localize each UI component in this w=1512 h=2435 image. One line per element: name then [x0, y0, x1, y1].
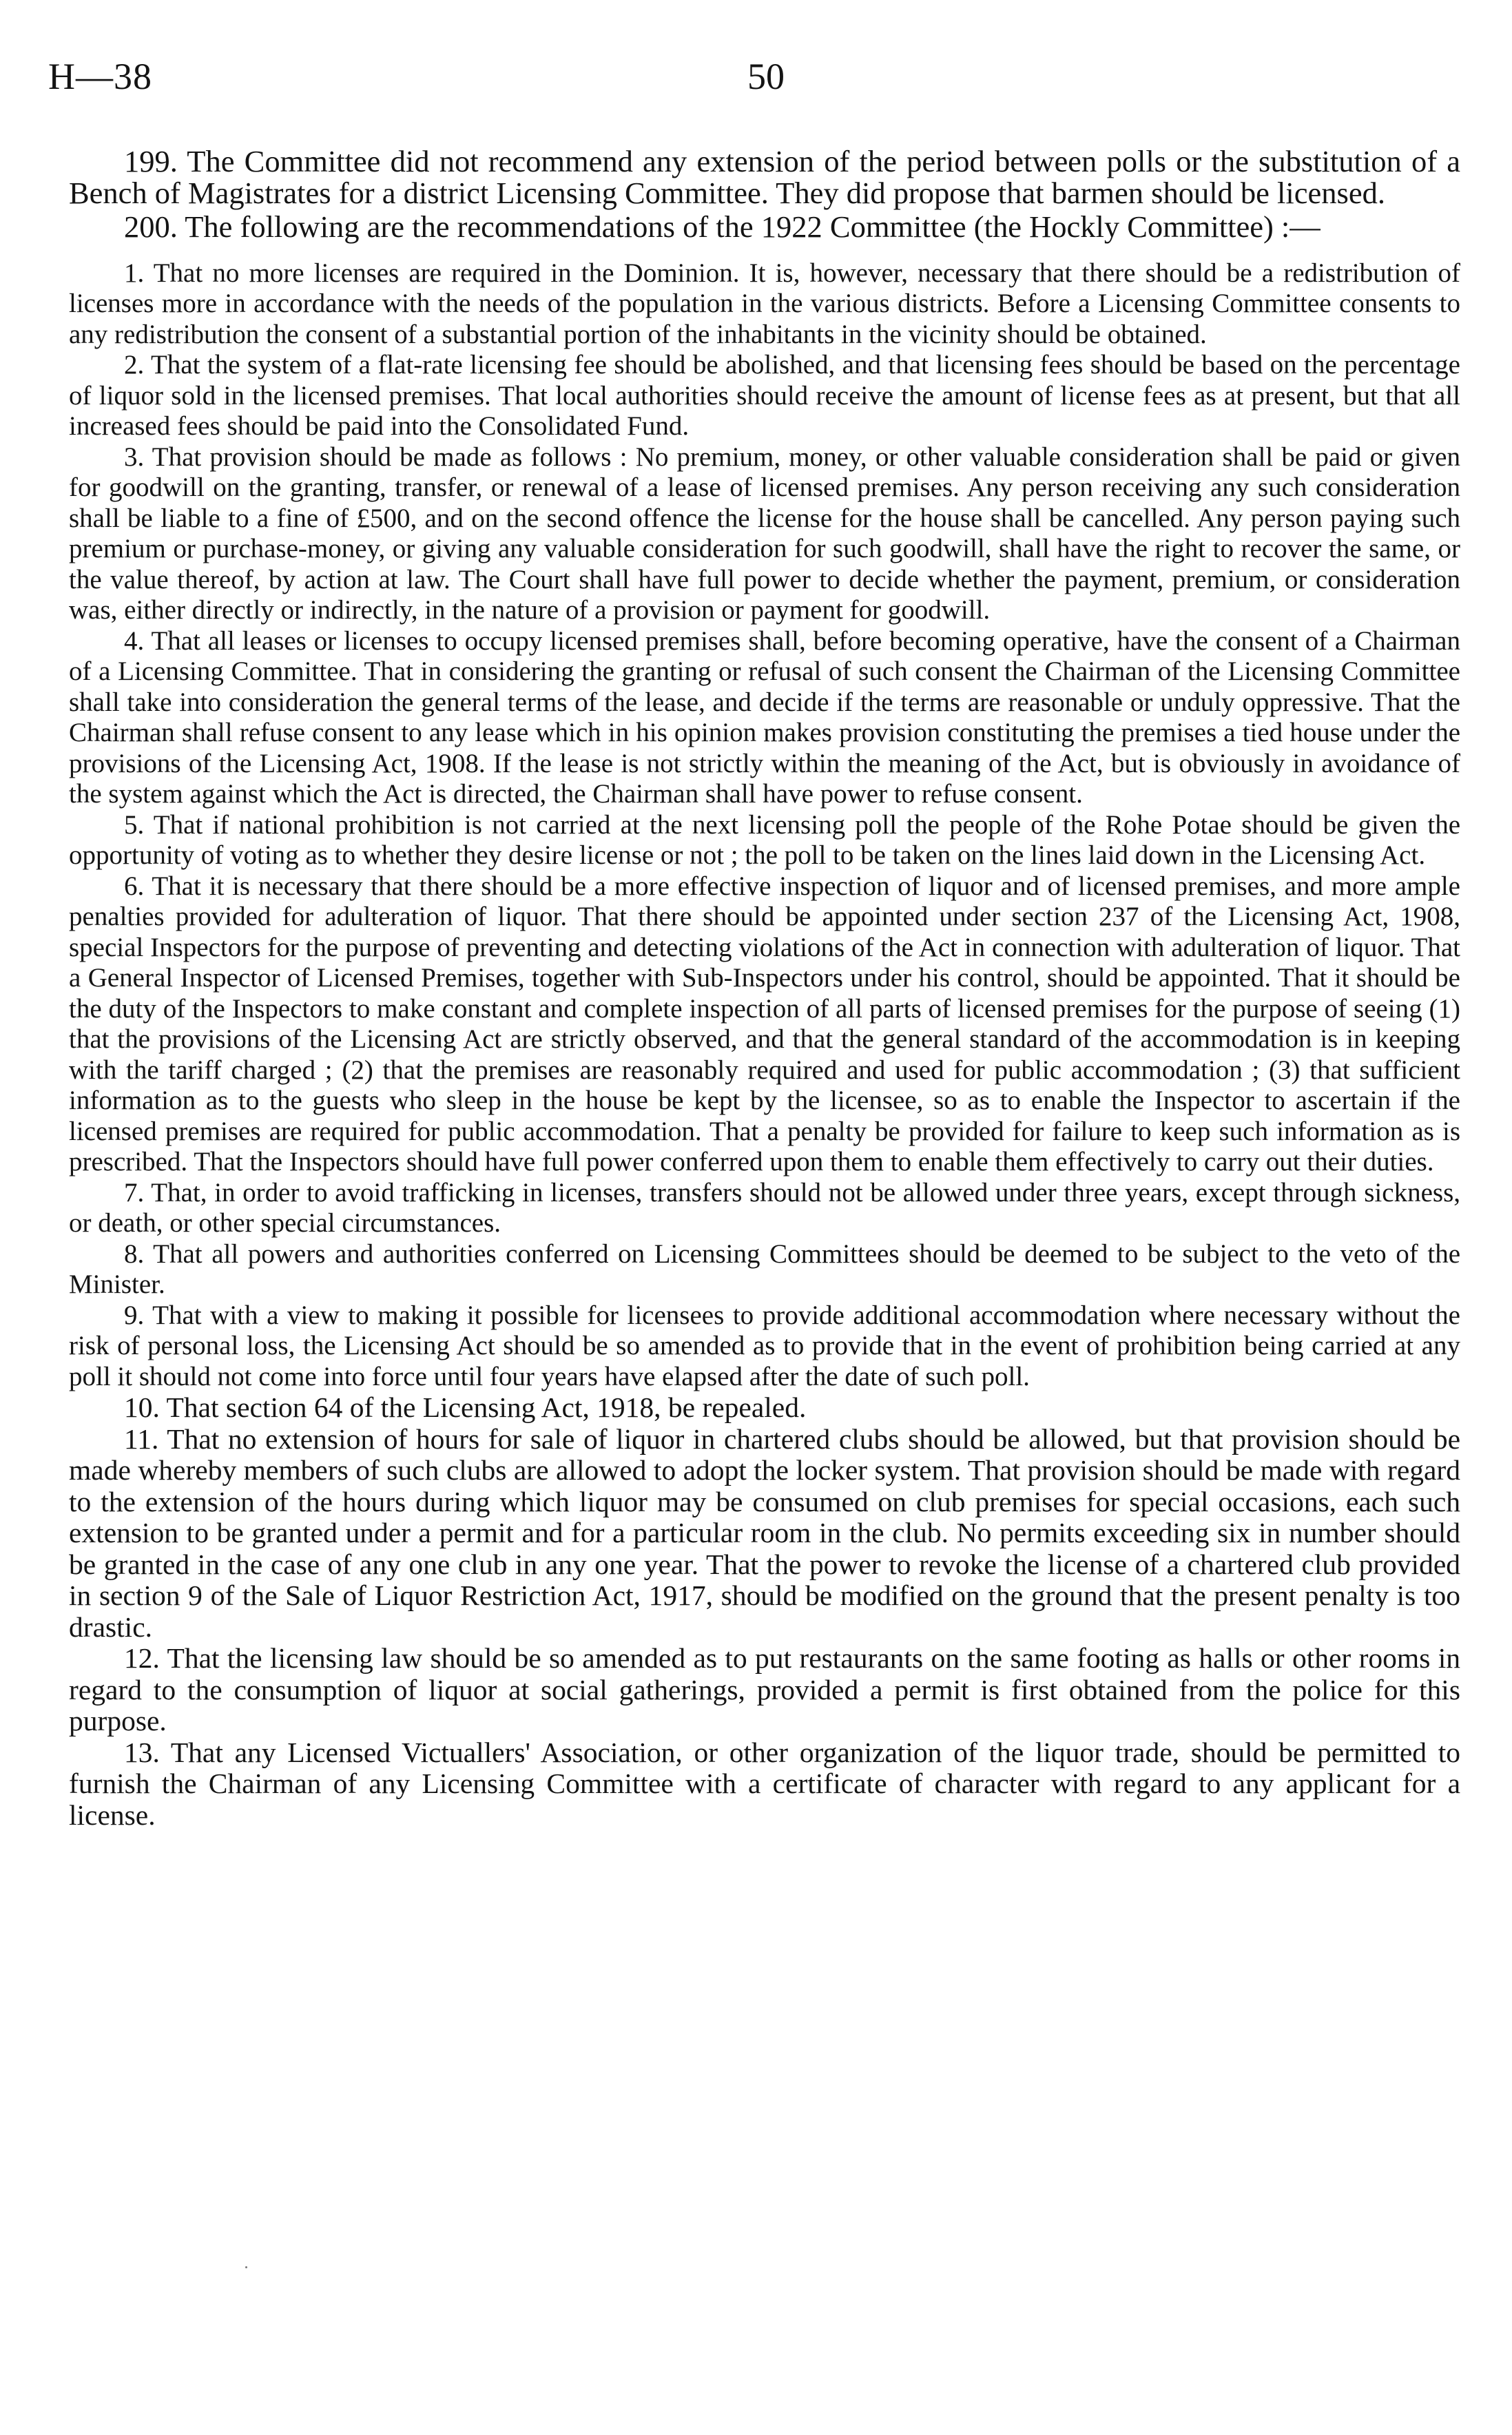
recommendation-7: 7. That, in order to avoid trafficking in licenses, transfers should not be allowed under three years, except through sickness, or death, or other special circumstances.: [69, 1177, 1460, 1238]
recommendation-5: 5. That if national prohibition is not carried at the next licensing poll the people of the Rohe Potae should be given the opportunity of voting as to whether they desire license or not ; the poll to be taken on the lines laid down in the Licensing Act.: [69, 809, 1460, 870]
recommendations-list: [69, 258, 1460, 1832]
recommendation-9: 9. That with a view to making it possible for licensees to provide additional accommodation where necessary without the risk of personal loss, the Licensing Act should be so amended as to provide that in the event of prohibition being carried at any poll it should not come into force until four years have elapsed after the date of such poll.: [69, 1300, 1460, 1391]
recommendation-10: 10. That section 64 of the Licensing Act, 1918, be repealed.: [124, 1391, 807, 1423]
recommendation-1: 1. That no more licenses are required in the Dominion. It is, however, necessary that there should be a redistribution of licenses more in accordance with the needs of the population in the various districts. Before a Licensing Committee consents to any redistribution the consent of a substantial portion of the inhabitants in the vicinity should be obtained.: [69, 258, 1460, 349]
recommendation-6: 6. That it is necessary that there should be a more effective inspection of liquor and of licensed premises, and more ample penalties provided for adulteration of liquor. That there should be appointed under section 237 of the Licensing Act, 1908, special Inspectors for the purpose of preventing and detecting violations of the Act in connection with adulteration of liquor. That a General Inspector of Licensed Premises, together with Sub-Inspectors under his control, should be appointed. That it should be the duty of the Inspectors to make constant and complete inspection of all parts of licensed premises for the purpose of seeing (1) that the provisions of the Licensing Act are strictly observed, and that the general standard of the accommodation is in keeping with the tariff charged ; (2) that the premises are reasonably required and used for public accommodation ; (3) that sufficient information as to the guests who sleep in the house be kept by the licensee, so as to enable the Inspector to ascertain if the licensed premises are required for public accommodation. That a penalty be provided for failure to keep such information as is prescribed. That the Inspectors should have full power conferred upon them to enable them effectively to carry out their duties.: [69, 871, 1460, 1177]
paragraph-200: 200. The following are the recommendations of the 1922 Committee (the Hockly Committee) :—: [124, 209, 1321, 244]
body-text: [69, 146, 1460, 1831]
recommendation-4: 4. That all leases or licenses to occupy licensed premises shall, before becoming operative, have the consent of a Chairman of a Licensing Committee. That in considering the granting or refusal of such consent the Chairman of the Licensing Committee shall take into consideration the general terms of the lease, and decide if the terms are reasonable or unduly oppressive. That the Chairman shall refuse consent to any lease which in his opinion makes provision constituting the premises a tied house under the provisions of the Licensing Act, 1908. If the lease is not strictly within the meaning of the Act, but is obviously in avoidance of the system against which the Act is directed, the Chairman shall have power to refuse consent.: [69, 625, 1460, 809]
recommendation-3: 3. That provision should be made as follows : No premium, money, or other valuable consideration shall be paid or given for goodwill on the granting, transfer, or renewal of a lease of licensed premises. Any person receiving any such consideration shall be liable to a fine of £500, and on the second offence the license for the house shall be cancelled. Any person paying such premium or purchase-money, or giving any valuable consideration for such goodwill, shall have the right to recover the same, or the value thereof, by action at law. The Court shall have full power to decide whether the payment, premium, or consideration was, either directly or indirectly, in the nature of a provision or payment for goodwill.: [69, 442, 1460, 625]
page-reference: H—38: [48, 56, 152, 97]
paragraph-199: 199. The Committee did not recommend any extension of the period between polls or the substitution of a Bench of Magistrates for a district Licensing Committee. They did propose that barmen should be licensed.: [69, 144, 1460, 210]
recommendation-11: 11. That no extension of hours for sale of liquor in chartered clubs should be allowed, but that provision should be made whereby members of such clubs are allowed to adopt the locker system. That provision should be made with regard to the extension of the hours during which liquor may be consumed on club premises for special occasions, each such extension to be granted under a permit and for a particular room in the club. No permits exceeding six in number should be granted in the case of any one club in any one year. That the power to revoke the license of a chartered club provided in section 9 of the Sale of Liquor Restriction Act, 1917, should be modified on the ground that the present penalty is too drastic.: [69, 1422, 1460, 1643]
recommendation-13: 13. That any Licensed Victuallers' Association, or other organization of the liquor trade, should be permitted to furnish the Chairman of any Licensing Committee with a certificate of character with regard to any applicant for a license.: [69, 1736, 1460, 1831]
recommendation-12: 12. That the licensing law should be so amended as to put restaurants on the same footing as halls or other rooms in regard to the consumption of liquor at social gatherings, provided a permit is first obtained from the police for this purpose.: [69, 1642, 1460, 1737]
recommendation-8: 8. That all powers and authorities conferred on Licensing Committees should be deemed to be subject to the veto of the Minister.: [69, 1239, 1460, 1299]
recommendation-2: 2. That the system of a flat-rate licensing fee should be abolished, and that licensing fees should be based on the percentage of liquor sold in the licensed premises. That local authorities should receive the amount of license fees as at present, but that all increased fees should be paid into the Consolidated Fund.: [69, 350, 1460, 441]
footer-mark: [245, 2266, 247, 2268]
page-number: 50: [747, 56, 785, 97]
